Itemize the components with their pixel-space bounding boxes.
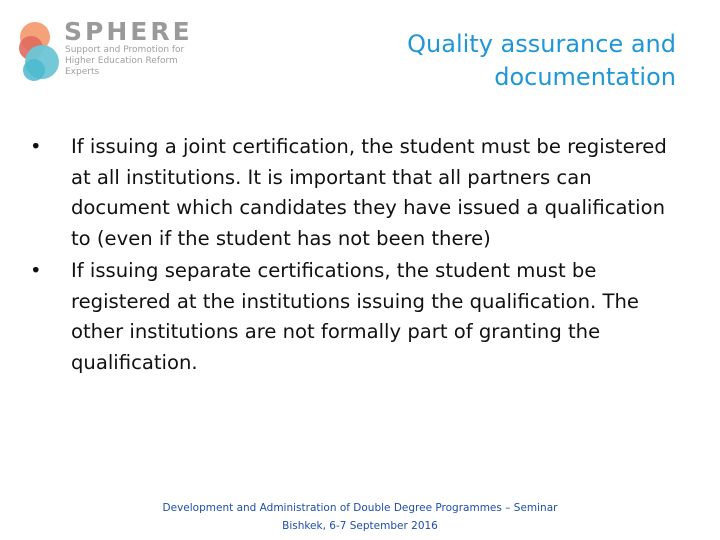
bullet-item [30, 132, 690, 254]
slide-title: Quality assurance and documentation [407, 30, 676, 91]
bullet-marker: • [30, 259, 42, 282]
bullet-list [30, 132, 690, 380]
footer-location-date: Bishkek, 6-7 September 2016 [282, 520, 438, 532]
slide-footer [0, 499, 720, 535]
logo-tagline: Support and Promotion for Higher Education Reform Experts [65, 45, 185, 77]
footer-seminar-title: Development and Administration of Double Degree Programmes – Seminar [162, 502, 558, 514]
bullet-marker: • [30, 135, 42, 158]
bullet-item [30, 256, 690, 378]
bullet-text: If issuing a joint certification, the student must be registered at all institutions. It is important that all partners can document which candidates they have issued a qualification to (even if the student has not been there) [71, 135, 667, 250]
bullet-text: If issuing separate certifications, the student must be registered at the institutions issuing the qualification. The other institutions are not formally part of granting the qualification. [71, 259, 639, 374]
logo-wordmark: SPHERE [64, 17, 193, 46]
sphere-logo [18, 17, 193, 88]
sphere-logo-icon [18, 20, 60, 82]
